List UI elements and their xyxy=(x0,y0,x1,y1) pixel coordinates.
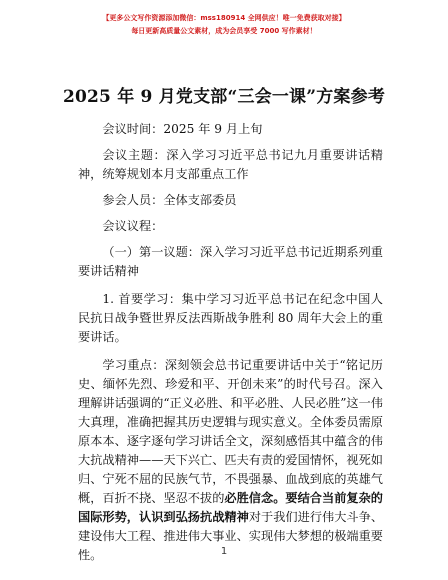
agenda-item-1-point-1: 1. 首要学习：集中学习习近平总书记在纪念中国人民抗日战争暨世界反法西斯战争胜利 80 周年大会上的重要讲话。 xyxy=(78,292,383,344)
document-body xyxy=(78,120,383,565)
study-focus-text-end: 对于我们进行伟大斗争、建设伟大工程、推进伟大事业、实现伟大梦想的极端重要性。 xyxy=(78,510,384,562)
agenda-item-1-study-focus xyxy=(78,356,383,565)
page-number: 1 xyxy=(220,546,228,557)
study-focus-text: 学习重点：深刻领会总书记重要讲话中关于“铭记历史、缅怀先烈、珍爱和平、开创未来”的时代号召。深入理解讲话强调的“正义必胜、和平必胜、人民必胜”这一伟大真理，准确把握其历史逻辑与现实意义。全体委员需原原本本、逐字逐句学习讲话全文，深刻感悟其中蕴含的伟大抗战精神——天下兴亡、匹夫有责的爱国情怀，视死如归、宁死不屈的民族气节，不畏强暴、血战到底的英雄气概，百折不挠、坚忍不拔的 xyxy=(78,358,383,505)
meeting-theme: 会议主题：深入学习习近平总书记九月重要讲话精神，统筹规划本月支部重点工作 xyxy=(78,148,383,181)
agenda-item-1-title: （一）第一议题：深入学习习近平总书记近期系列重要讲话精神 xyxy=(78,245,383,278)
participants: 参会人员：全体支部委员 xyxy=(102,193,237,207)
promo-banner-line-1: 【更多公文写作资源添加微信：mss180914 全网供应！唯一免费获取对接】 xyxy=(102,14,346,22)
agenda-label: 会议议程： xyxy=(102,219,164,233)
meeting-time: 会议时间：2025 年 9 月上旬 xyxy=(102,122,263,136)
promo-banner-line-2: 每日更新高质量公文素材，成为会员享受 7000 写作素材！ xyxy=(131,27,317,35)
study-focus-bold-text: 必胜信念。要结合当前复杂的国际形势，认识到弘扬抗战精神 xyxy=(78,491,383,524)
document-title: 2025 年 9 月党支部“三会一课”方案参考 xyxy=(62,87,386,107)
promo-banner xyxy=(0,12,448,38)
